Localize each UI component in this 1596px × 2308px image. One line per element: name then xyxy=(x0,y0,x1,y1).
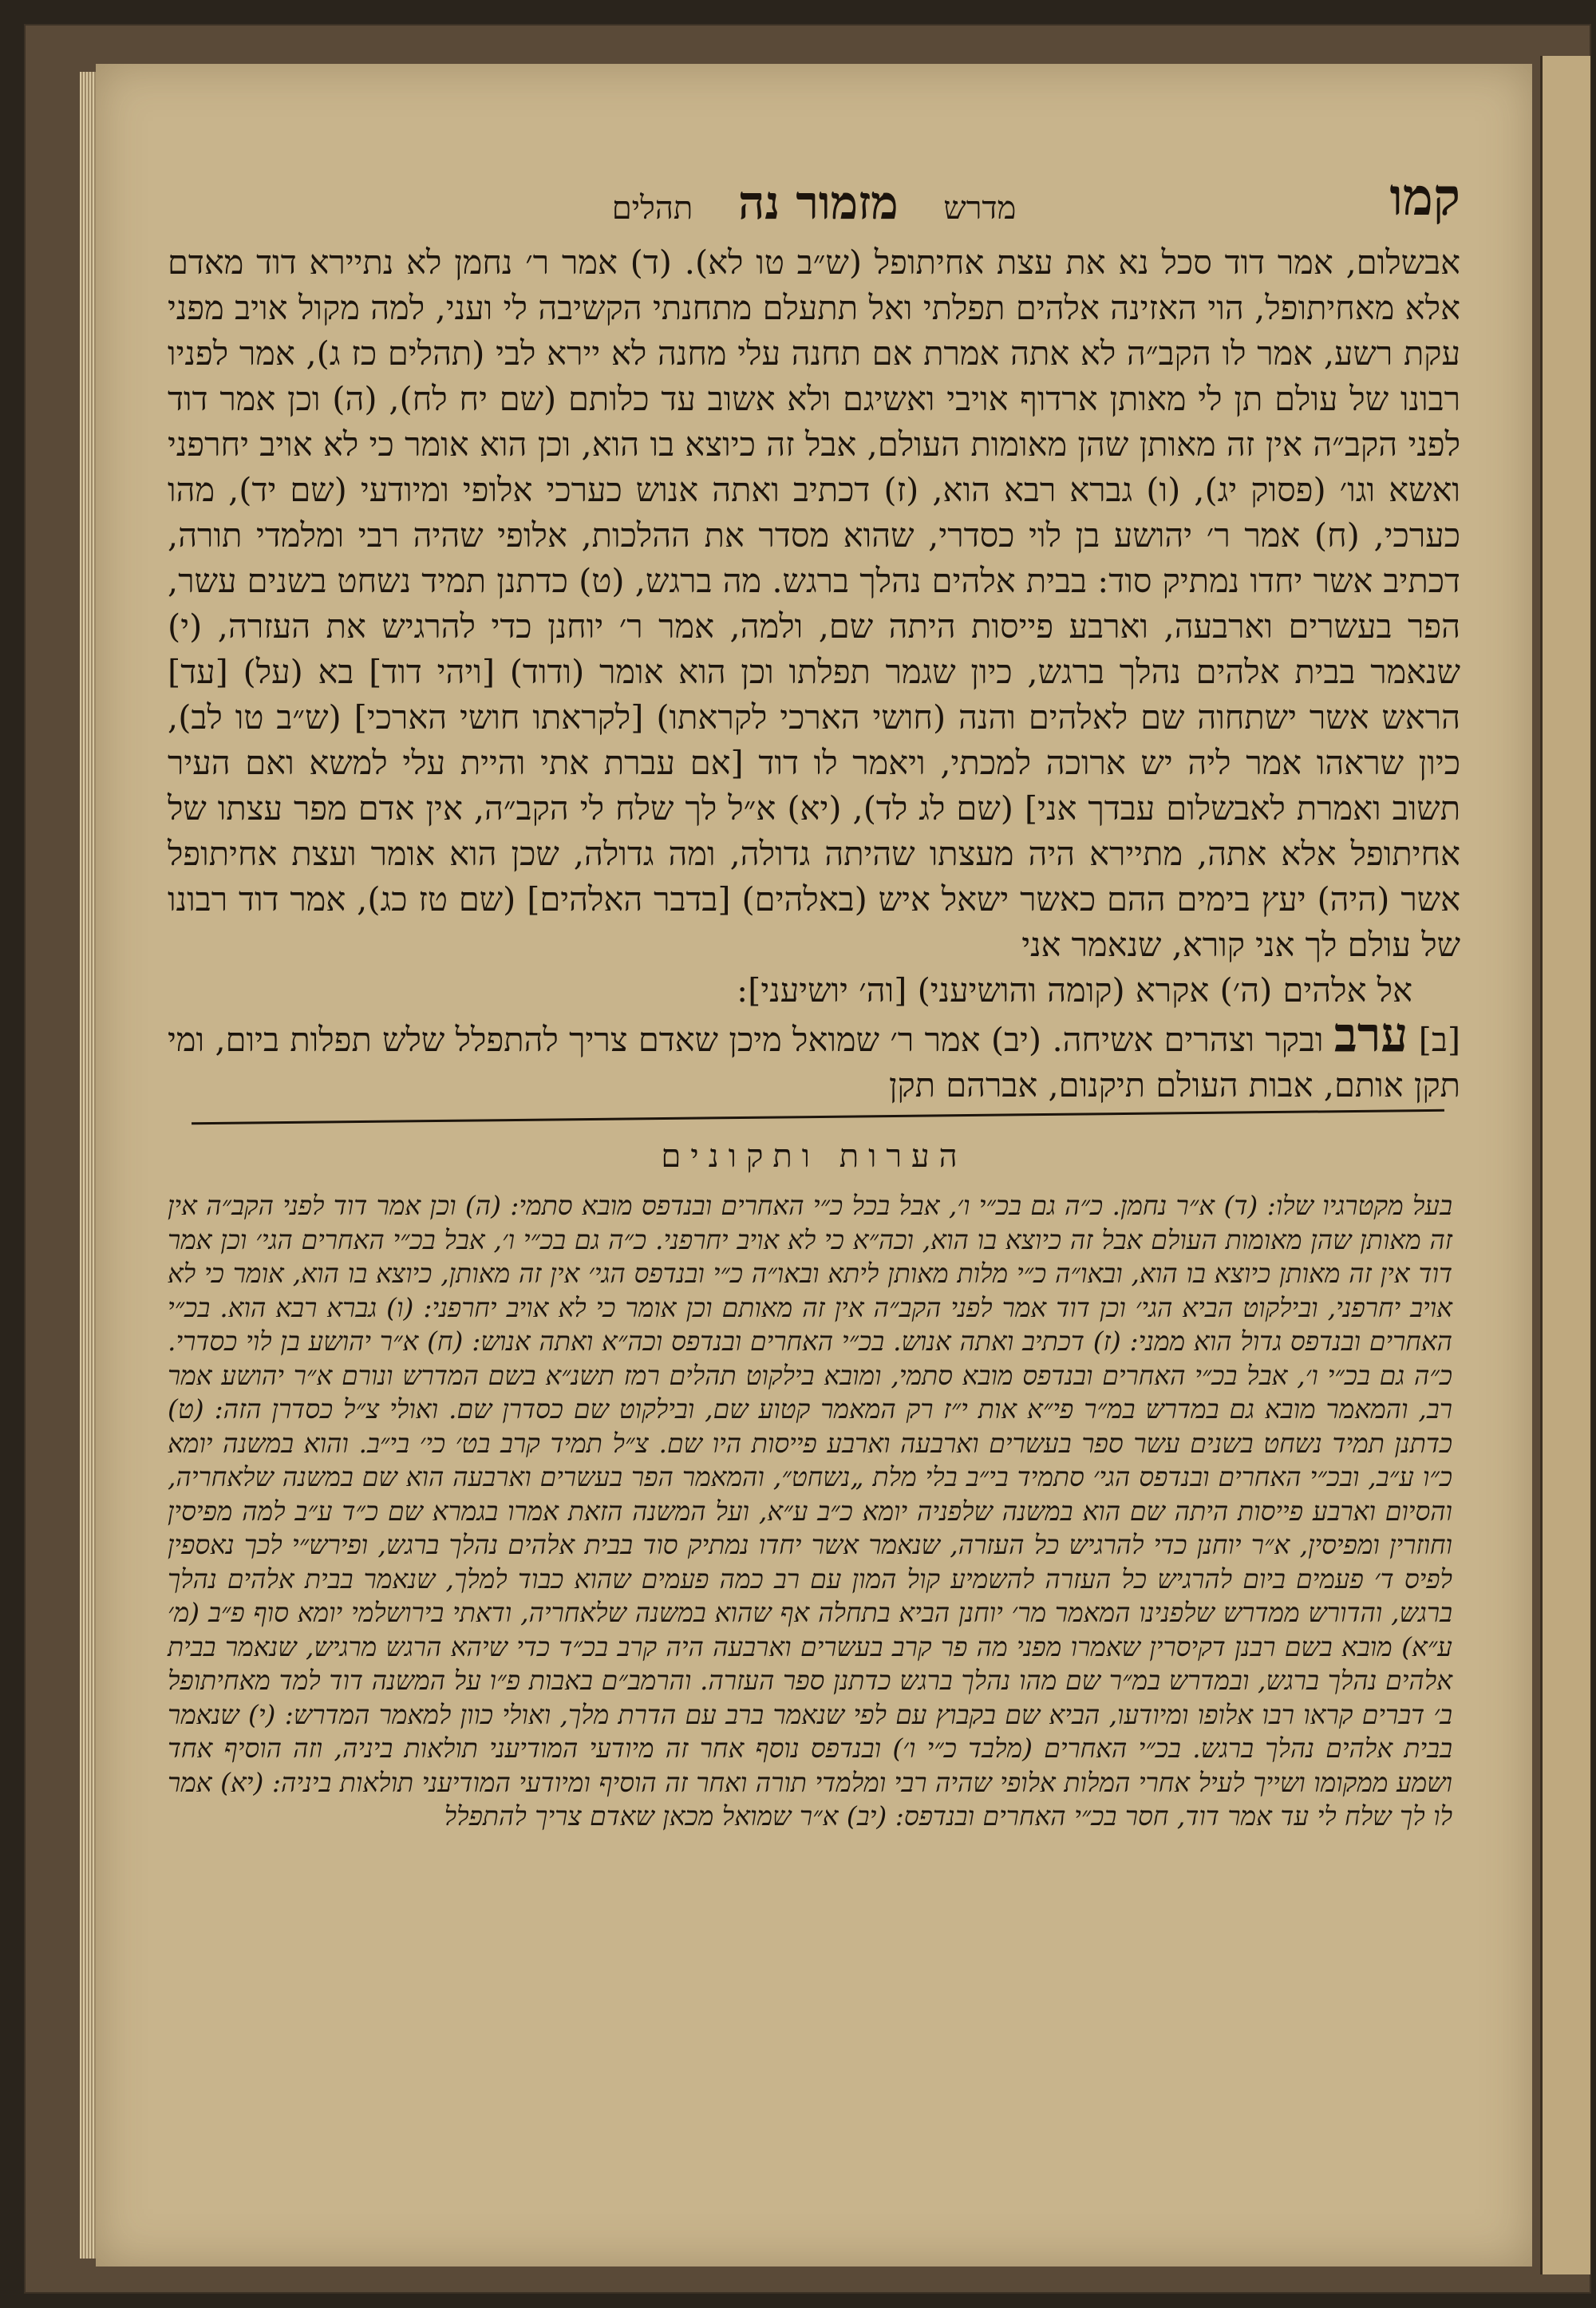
midrash-label: מדרש xyxy=(943,190,1017,227)
main-paragraph-2 xyxy=(168,1007,1461,1108)
facing-page-edge xyxy=(1540,56,1590,2274)
main-paragraph-2-text: ובקר וצהרים אשיחה. (יב) אמר ר׳ שמואל מיכן שאדם צריך להתפלל שלש תפלות ביום, ומי תקן אותם, אבות העולם תיקנום, אברהם תקן xyxy=(168,1020,1460,1105)
notes-paragraph: בעל מקטרגיו שלו: (ד) א״ר נחמן. כ״ה גם בכ״י ו׳, אבל בכל כ״י האחרים ובנדפס מובא סתמי: (ה) וכן אמר דוד לפני הקב״ה אין זה מאותן שהן מאומות העולם אבל זה כיוצא בו הוא, וכה״א כי לא אויב יחרפני. כ״ה גם בכ״י ו׳, אבל בכ״י האחרים הגי׳ וכן אמר דוד אין זה מאותן כיוצא בו הוא, ובאו״ה כ״י מלות מאותן ליתא ובאו״ה כ״י ובנדפס הגי׳ אין זה מאותן, כיוצא בו הוא, אומר כי לא אויב יחרפני, ובילקוט הביא הגי׳ וכן דוד אמר לפני הקב״ה אין זה מאותם וכן אומר כי לא אויב יחרפני: (ו) גברא רבא הוא. בכ״י האחרים ובנדפס גדול הוא ממני: (ז) דכתיב ואתה אנוש. בכ״י האחרים ובנדפס וכה״א ואתה אנוש: (ח) א״ר יהושע בן לוי כסדרי. כ״ה גם בכ״י ו׳, אבל בכ״י האחרים ובנדפס מובא סתמי, ומובא בילקוט תהלים רמז תשנ״א בשם המדרש ונורם א״ר יהושע אמר רב, והמאמר מובא גם במדרש במ״ר פי״א אות י״ז רק המאמר קטוע שם, ובילקוט שם כסדרן שם. ואולי צ״ל כסדרן הזה: (ט) כדתנן תמיד נשחט בשנים עשר ספר בעשרים וארבעה וארבע פייסות היו שם. צ״ל תמיד קרב בט׳ כי׳ בי״ב. והוא במשנה יומא כ״ו ע״ב, ובכ״י האחרים ובנדפס הגי׳ סתמיד בי״ב בלי מלת „נשחט״, והמאמר הפר בעשרים וארבעה הוא שם במשנה שלאחריה, והסיום וארבע פייסות היתה שם הוא במשנה שלפניה יומא כ״ב ע״א, ועל המשנה הזאת אמרו בגמרא שם כ״ד ע״ב למה מפיסין וחוזרין ומפיסין, א״ר יוחנן כדי להרגיש כל העזרה, שנאמר אשר יחדו נמתיק סוד בבית אלהים נהלך ברגש, ופירש״י לכך נאספין לפיס ד׳ פעמים ביום להרגיש כל העזרה להשמיע קול המון עם רב כמה פעמים שהוא כבוד למלך, שנאמר בבית אלהים נהלך ברגש, והדורש ממדרש שלפנינו המאמר מר׳ יוחנן הביא בתחלה אף שהוא במשנה שלאחריה, ודאתי בירושלמי יומא סוף פ״ב (מ׳ ע״א) מובא בשם רבנן דקיסרין שאמרו מפני מה פר קרב בעשרים וארבעה היה קרב בכ״ד כדי שיהא הרגש מרגיש, שנאמר בבית אלהים נהלך ברגש, ובמדרש במ״ר שם מהו נהלך ברגש כדתנן ספר העזרה. והרמב״ם באבות פ״ו על המשנה דוד למד מאחיתופל ב׳ דברים קראו רבו אלופו ומיודעו, הביא שם בקבוץ עם לפי שנאמר ברב עם הדרת מלך, ואולי כוון למאמר המדרש: (י) שנאמר בבית אלהים נהלך ברגש. בכ״י האחרים (מלבד כ״י ו׳) ובנדפס נוסף אחר זה מיודעי המודיעני תולאות ביניה, וזה הוסיף אחד ושמע ממקומו ושייך לעיל אחרי המלות אלופי שהיה רבי ומלמדי תורה ואחר זה הוסיף ומיודעי המודיעני תולאות ביניה: (יא) אמר לו לך שלח לי עד אמר דוד, חסר בכ״י האחרים ובנדפס: (יב) א״ר שמואל מכאן שאדם צריך להתפלל xyxy=(168,1190,1452,1832)
tehillim-label: תהלים xyxy=(611,190,693,227)
lemma-word: ערב xyxy=(1333,1007,1408,1063)
page-number: קמו xyxy=(1389,168,1460,227)
running-header xyxy=(168,152,1460,230)
section-divider xyxy=(192,1109,1444,1124)
running-title xyxy=(168,176,1460,230)
notes-text xyxy=(168,1189,1452,1834)
mizmor-label: מזמור נה xyxy=(737,176,899,230)
notes-title: הערות ותקונים xyxy=(661,1138,967,1175)
section-marker: [ב] xyxy=(1418,1020,1461,1059)
main-paragraph-1: אבשלום, אמר דוד סכל נא את עצת אחיתופל (ש״ב טו לא). (ד) אמר ר׳ נחמן לא נתיירא דוד מאדם אלא מאחיתופל, הוי האזינה אלהים תפלתי ואל תתעלם מתחנתי הקשיבה לי ועני, למה מקול אויב מפני עקת רשע, אמר לו הקב״ה לא אתה אמרת אם תחנה עלי מחנה לא יירא לבי (תהלים כז ג), אמר לפניו רבונו של עולם תן לי מאותן ארדוף אויבי ואשיגם ולא אשוב עד כלותם (שם יח לח), (ה) וכן אמר דוד לפני הקב״ה אין זה מאותן שהן מאומות העולם, אבל זה כיוצא בו הוא, וכן הוא אומר כי לא אויב יחרפני ואשא וגו׳ (פסוק יג), (ו) גברא רבא הוא, (ז) דכתיב ואתה אנוש כערכי אלופי ומיודעי (שם יד), מהו כערכי, (ח) אמר ר׳ יהושע בן לוי כסדרי, שהוא מסדר את ההלכות, אלופי שהיה רבי ומלמדי תורה, דכתיב אשר יחדו נמתיק סוד: בבית אלהים נהלך ברגש. מה ברגש, (ט) כדתנן תמיד נשחט בשנים עשר, הפר בעשרים וארבעה, וארבע פייסות היתה שם, ולמה, אמר ר׳ יוחנן כדי להרגיש את העזרה, (י) שנאמר בבית אלהים נהלך ברגש, כיון שגמר תפלתו וכן הוא אומר (ודוד) [ויהי דוד] בא (על) [עד] הראש אשר ישתחוה שם לאלהים והנה (חושי הארכי לקראתו) [לקראתו חושי הארכי] (ש״ב טו לב), כיון שראהו אמר ליה יש ארוכה למכתי, ויאמר לו דוד [אם עברת אתי והיית עלי למשא ואם העיר תשוב ואמרת לאבשלום עבדך אני] (שם לג לד), (יא) א״ל לך שלח לי הקב״ה, אין אדם מפר עצתו של אחיתופל אלא אתה, מתיירא היה מעצתו שהיתה גדולה, ומה גדולה, שכן הוא אומר ועצת אחיתופל אשר (היה) יעץ בימים ההם כאשר ישאל איש (באלהים) [בדבר האלהים] (שם טז כג), אמר דוד רבונו של עולם לך אני קורא, שנאמר אני xyxy=(168,243,1460,964)
page-stack-edge xyxy=(80,72,97,2259)
book-page xyxy=(96,64,1532,2267)
main-text xyxy=(168,239,1460,1108)
main-paragraph-1-end: אל אלהים (ה׳) אקרא (קומה והושיעני) [וה׳ יושיעני]: xyxy=(737,970,1412,1010)
